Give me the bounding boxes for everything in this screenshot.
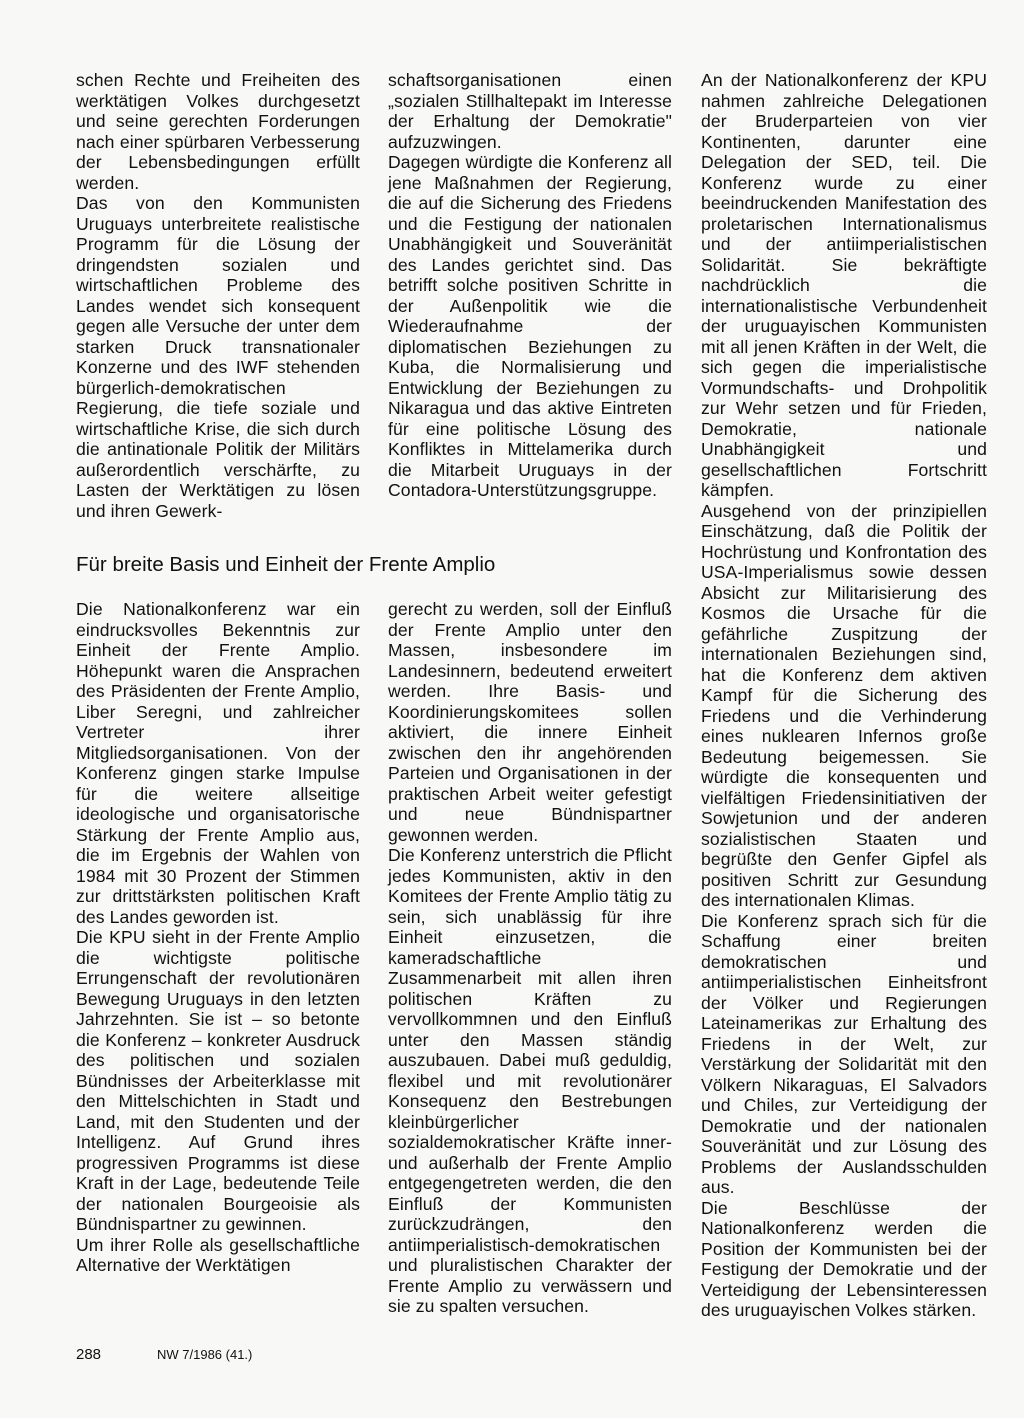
paragraph: Die Beschlüsse der Nationalkonferenz werden die Position der Kommunisten bei der Festigung der Demokratie und der Verteidigung der Lebensinteressen des uruguayischen Volkes stärken. — [701, 1197, 987, 1320]
section-heading: Für breite Basis und Einheit der Frente Amplio — [76, 553, 496, 576]
paragraph: Die KPU sieht in der Frente Amplio die wichtigste politische Errungenschaft der revolutionären Bewegung Uruguays in den letzten Jahrzehnten. Sie ist – so betonte die Konferenz – konkreter Ausdruck des politischen und sozialen Bündnisses der Arbeiterklasse mit den Mittelschichten in Stadt und Land, mit den Studenten und der Intelligenz. Auf Grund ihres progressiven Programms ist diese Kraft in der Lage, bedeutende Teile der nationalen Bourgeoisie als Bündnispartner zu gewinnen. — [76, 927, 360, 1234]
issue-reference: NW 7/1986 (41.) — [157, 1347, 253, 1362]
paragraph: Ausgehend von der prinzipiellen Einschätzung, daß die Politik der Hochrüstung und Konfrontation des USA-Imperialismus sowie dessen Absicht zur Militarisierung des Kosmos die Ursache für die gefährliche Zuspitzung der internationalen Beziehungen sind, hat die Konferenz dem aktiven Kampf für die Sicherung des Friedens und die Verhinderung eines nuklearen Infernos große Bedeutung beigemessen. Sie würdigte die konsequenten und vielfältigen Friedensinitiativen der Sowjetunion und der anderen sozialistischen Staaten und begrüßte den Genfer Gipfel als positiven Schritt zur Gesundung des internationalen Klimas. — [701, 500, 987, 910]
paragraph: An der Nationalkonferenz der KPU nahmen zahlreiche Delegationen der Bruderparteien von vier Kontinenten, darunter eine Delegation der SED, teil. Die Konferenz wurde zu einer beeindruckenden Manifestation des proletarischen Internationalismus und der antiimperialistischen Solidarität. Sie bekräftigte nachdrücklich die internationalistische Verbundenheit der uruguayischen Kommunisten mit all jenen Kräften in der Welt, die sich gegen die imperialistische Vormundschafts- und Drohpolitik zur Wehr setzen und für Frieden, Demokratie, nationale Unabhängigkeit und gesellschaftlichen Fortschritt kämpfen. — [701, 70, 987, 500]
paragraph: schen Rechte und Freiheiten des werktätigen Volkes durchgesetzt und seine gerechten Forderungen nach einer spürbaren Verbesserung der Lebensbedingungen erfüllt werden. — [76, 70, 360, 193]
bottom-column-1 — [76, 599, 360, 1276]
paragraph: schaftsorganisationen einen „sozialen Stillhaltepakt im Interesse der Erhaltung der Demokratie" aufzuzwingen. — [388, 70, 672, 152]
paragraph: gerecht zu werden, soll der Einfluß der Frente Amplio unter den Massen, insbesondere im Landesinnern, bedeutend erweitert werden. Ihre Basis- und Koordinierungskomitees sollen aktiviert, die innere Einheit zwischen den ihr angehörenden Parteien und Organisationen in der praktischen Arbeit weiter gefestigt und neue Bündnispartner gewonnen werden. — [388, 599, 672, 845]
top-column-2 — [388, 70, 672, 501]
paragraph: Die Nationalkonferenz war ein eindrucksvolles Bekenntnis zur Einheit der Frente Amplio. Höhepunkt waren die Ansprachen des Präsidenten der Frente Amplio, Liber Seregni, und zahlreicher Vertreter ihrer Mitgliedsorganisationen. Von der Konferenz gingen starke Impulse für die weitere allseitige ideologische und organisatorische Stärkung der Frente Amplio aus, die im Ergebnis der Wahlen von 1984 mit 30 Prozent der Stimmen zur drittstärksten politischen Kraft des Landes geworden ist. — [76, 599, 360, 927]
paragraph: Das von den Kommunisten Uruguays unterbreitete realistische Programm für die Lösung der dringendsten sozialen und wirtschaftlichen Probleme des Landes wendet sich konsequent gegen alle Versuche der unter dem starken Druck transnationaler Konzerne und des IWF stehenden bürgerlich-demokratischen Regierung, die tiefe soziale und wirtschaftliche Krise, die sich durch die antinationale Politik der Militärs außerordentlich verschärfte, zu Lasten der Werktätigen zu lösen und ihren Gewerk- — [76, 193, 360, 521]
paragraph: Die Konferenz sprach sich für die Schaffung einer breiten demokratischen und antiimperialistischen Einheitsfront der Völker und Regierungen Lateinamerikas zur Erhaltung des Friedens in der Welt, zur Verstärkung der Solidarität mit den Völkern Nikaraguas, El Salvadors und Chiles, zur Verteidigung der Demokratie und der nationalen Souveränität und zur Lösung des Problems der Auslandsschulden aus. — [701, 910, 987, 1197]
paragraph: Um ihrer Rolle als gesellschaftliche Alternative der Werktätigen — [76, 1234, 360, 1275]
page-number: 288 — [76, 1346, 102, 1363]
right-column — [701, 70, 987, 1321]
bottom-column-2 — [388, 599, 672, 1317]
top-column-1 — [76, 70, 360, 521]
paragraph: Die Konferenz unterstrich die Pflicht jedes Kommunisten, aktiv in den Komitees der Frente Amplio tätig zu sein, sich unablässig für ihre Einheit einzusetzen, die kameradschaftliche Zusammenarbeit mit allen ihren politischen Kräften zu vervollkommnen und den Einfluß unter den Massen ständig auszubauen. Dabei muß geduldig, flexibel und mit revolutionärer Konsequenz den Bestrebungen kleinbürgerlicher sozialdemokratischer Kräfte inner- und außerhalb der Frente Amplio entgegengetreten werden, die den Einfluß der Kommunisten zurückzudrängen, den antiimperialistisch-demokratischen und pluralistischen Charakter der Frente Amplio zu verwässern und sie zu spalten versuchen. — [388, 845, 672, 1316]
paragraph: Dagegen würdigte die Konferenz all jene Maßnahmen der Regierung, die auf die Sicherung des Friedens und die Festigung der nationalen Unabhängigkeit und Souveränität des Landes gerichtet sind. Das betrifft solche positiven Schritte in der Außenpolitik wie die Wiederaufnahme der diplomatischen Beziehungen zu Kuba, die Normalisierung und Entwicklung der Beziehungen zu Nikaragua und das aktive Eintreten für eine politische Lösung des Konfliktes in Mittelamerika durch die Mitarbeit Uruguays in der Contadora-Unterstützungsgruppe. — [388, 152, 672, 500]
